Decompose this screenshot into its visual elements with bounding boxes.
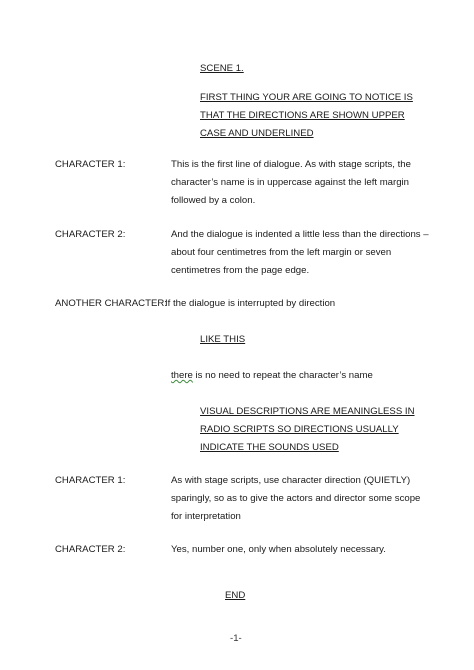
dialogue-line: for interpretation — [171, 511, 241, 522]
dialogue-block — [171, 156, 411, 210]
dialogue-line: As with stage scripts, use character direction (QUIETLY) — [171, 475, 411, 486]
character-name: CHARACTER 2: — [55, 544, 126, 555]
page-number: -1- — [230, 633, 242, 644]
direction-line: VISUAL DESCRIPTIONS ARE MEANINGLESS IN — [200, 406, 415, 417]
dialogue-line: sparingly, so as to give the actors and director some scope — [171, 493, 421, 504]
direction-line: CASE AND UNDERLINED — [200, 128, 314, 139]
direction-line: LIKE THIS — [200, 334, 246, 345]
character-name: CHARACTER 1: — [55, 159, 126, 170]
dialogue-line: about four centimetres from the left margin or seven — [171, 247, 392, 258]
direction-line: THAT THE DIRECTIONS ARE SHOWN UPPER — [200, 110, 405, 121]
dialogue-line: And the dialogue is indented a little less than the directions – — [171, 229, 429, 240]
character-name: ANOTHER CHARACTER: — [55, 298, 167, 309]
direction-block — [200, 89, 413, 143]
dialogue-block — [171, 226, 429, 280]
spellcheck-word: there — [171, 370, 193, 381]
dialogue-line: Yes, number one, only when absolutely necessary. — [171, 544, 386, 555]
dialogue-line: character’s name is in uppercase against the left margin — [171, 177, 410, 188]
scene-heading: SCENE 1. — [200, 63, 244, 74]
direction-line: FIRST THING YOUR ARE GOING TO NOTICE IS — [200, 92, 413, 103]
dialogue-text: is no need to repeat the character’s name — [192, 370, 373, 381]
dialogue-continuation — [171, 367, 373, 385]
character-name: CHARACTER 2: — [55, 229, 126, 240]
direction-block — [200, 403, 415, 457]
dialogue-line: centimetres from the page edge. — [171, 265, 310, 276]
dialogue-line: If the dialogue is interrupted by direction — [165, 298, 336, 309]
dialogue-block — [171, 472, 420, 526]
character-name: CHARACTER 1: — [55, 475, 126, 486]
end-marker: END — [225, 590, 246, 601]
direction-line: RADIO SCRIPTS SO DIRECTIONS USUALLY — [200, 424, 399, 435]
dialogue-line: This is the first line of dialogue. As with stage scripts, the — [171, 159, 411, 170]
direction-line: INDICATE THE SOUNDS USED — [200, 442, 339, 453]
dialogue-line: followed by a colon. — [171, 195, 256, 206]
